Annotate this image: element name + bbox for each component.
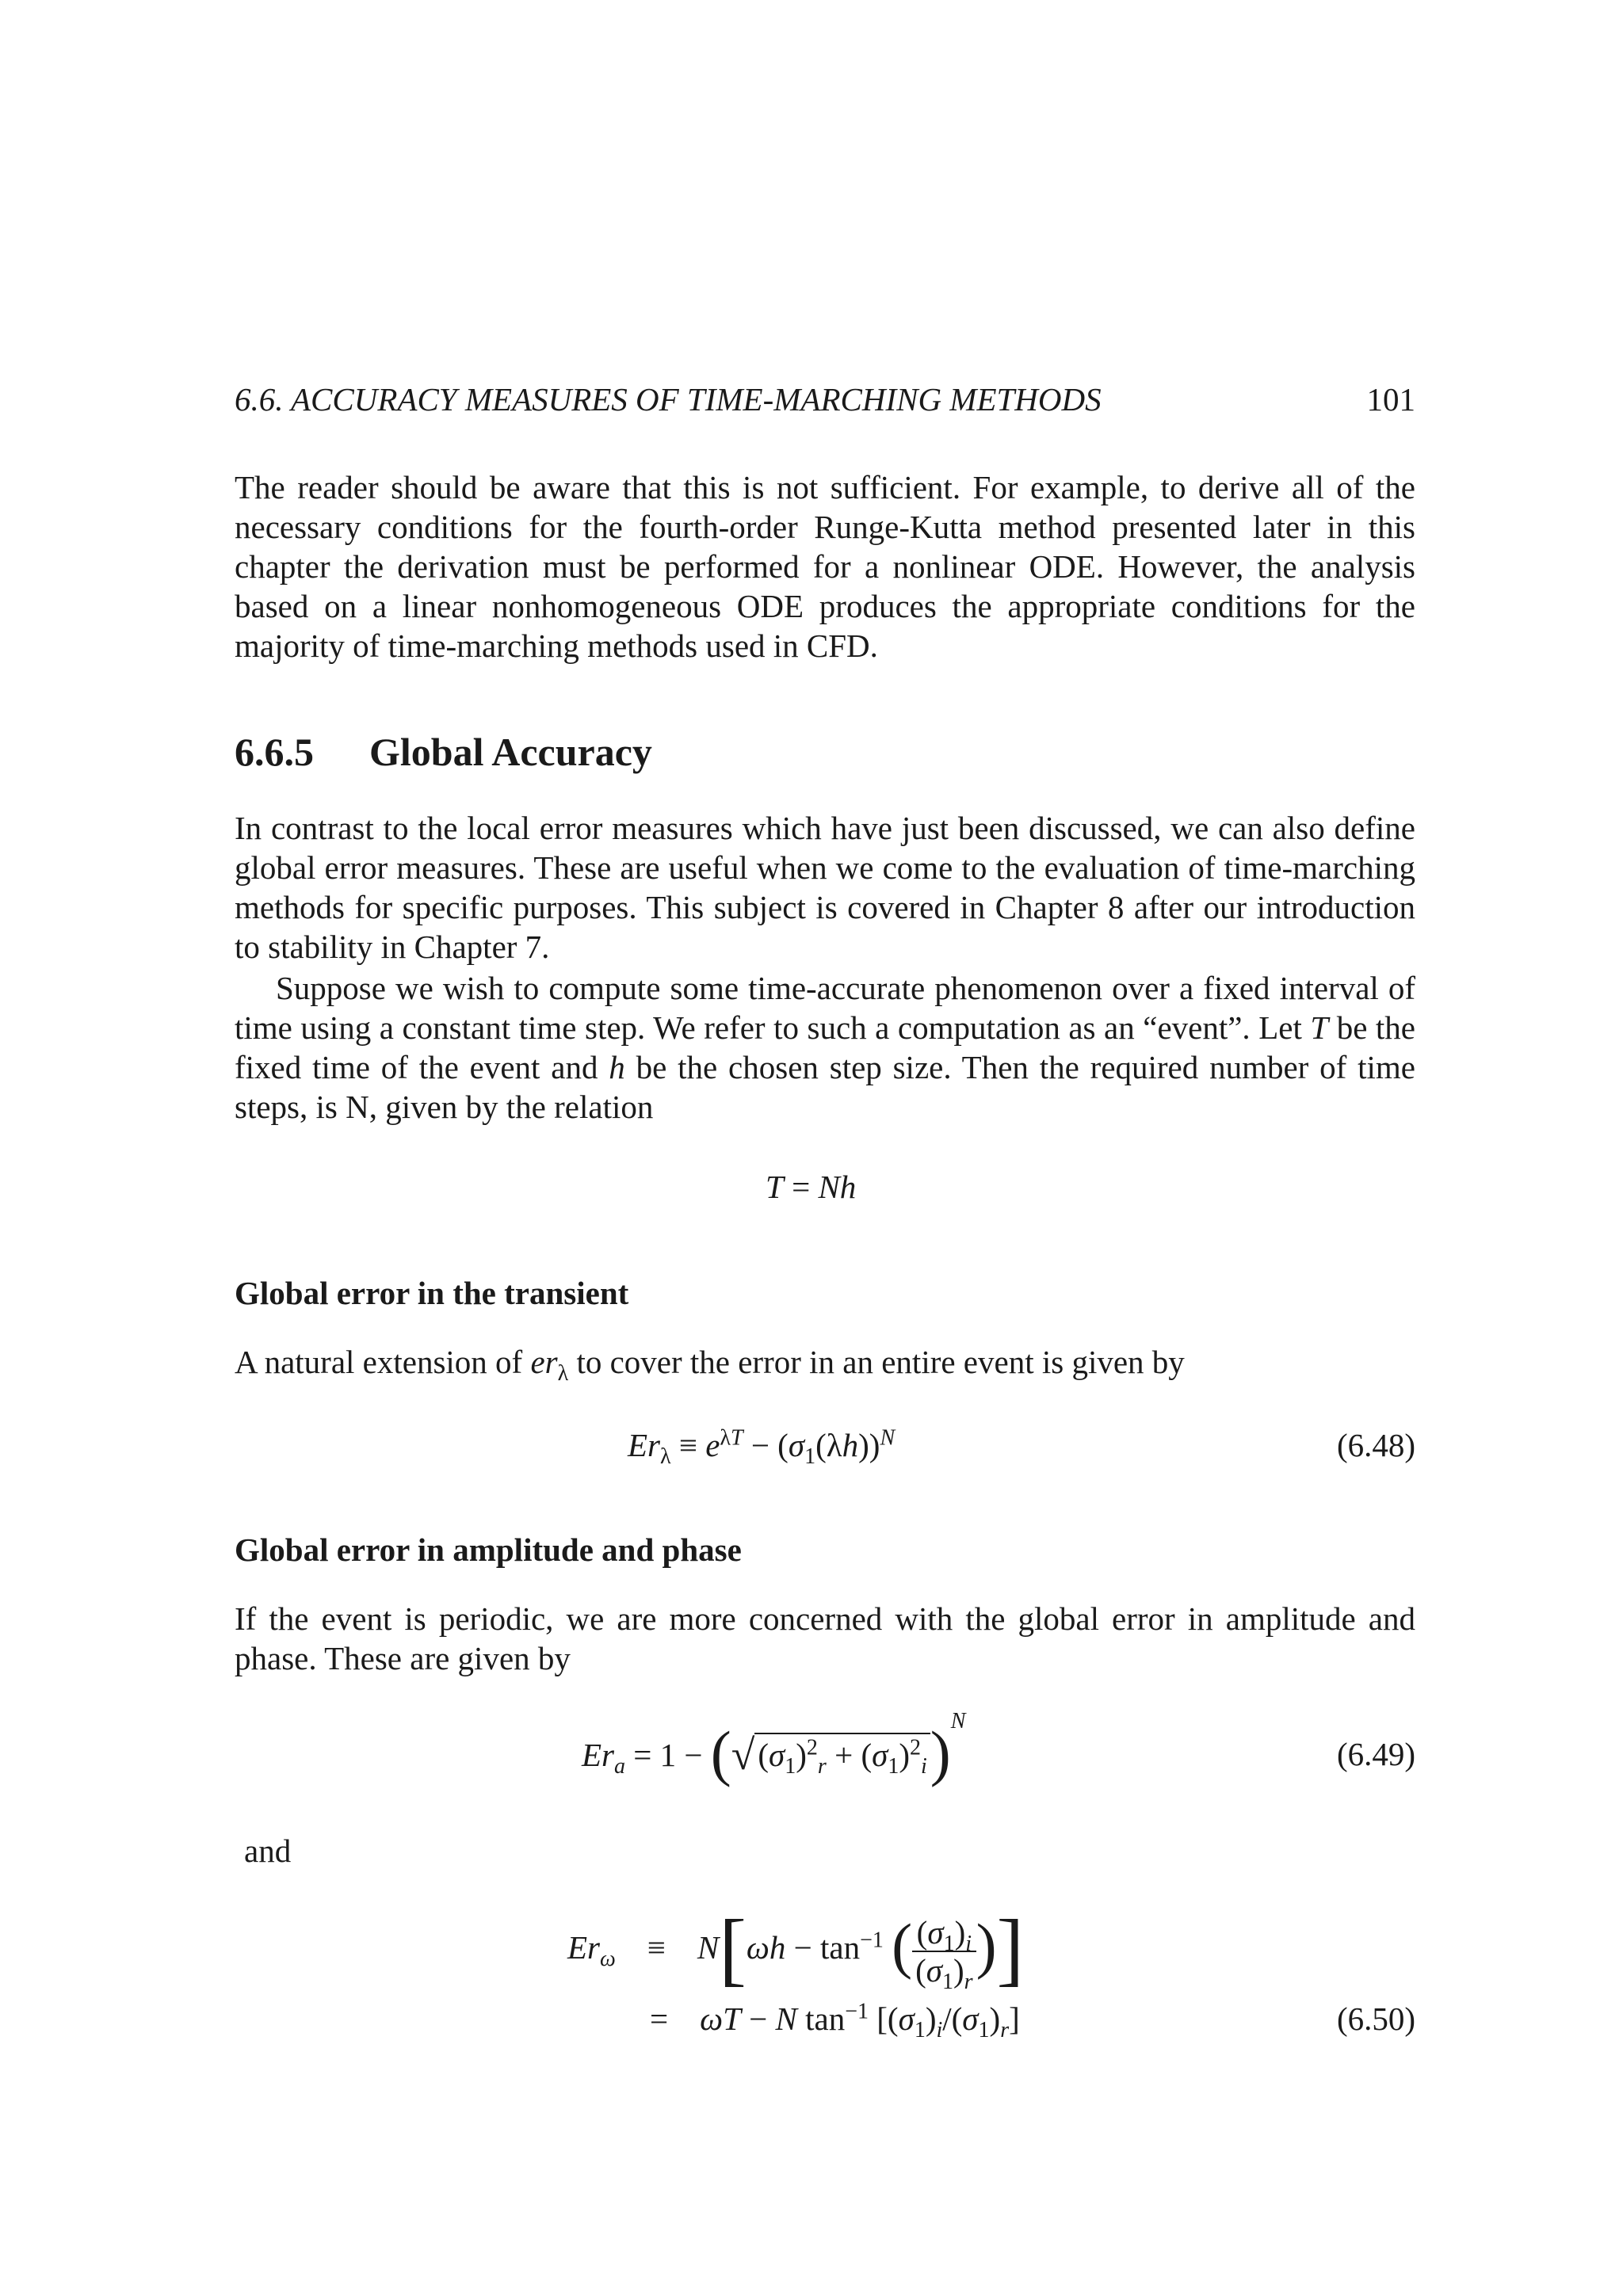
equation-number-6-49: (6.49) [1336,1736,1415,1772]
equation-6-49: $Er_a = 1 - (√(\sigma_1)^2_r + (\sigma_1)^2_i)^N$ [582,1709,966,1787]
section-title: Global Accuracy [369,730,652,774]
equation-T-Nh: T = Nh [766,1169,857,1205]
page-number: 101 [1366,381,1415,418]
paragraph-text: A natural extension of [235,1344,531,1380]
paragraph-event [235,968,1415,1127]
word-and: and [244,1833,292,1869]
paragraph-text: be the fixed time of the event and [235,1009,1415,1085]
equation-6-50-line-2: = ωT − N $\tan^{-1} [(\sigma_1)_i/(\sigma_1)_r]$ [650,1999,1020,2043]
section-heading [235,729,652,775]
paragraph-text: be the chosen step size. Then the required number of time steps, is N, given by the relation [235,1049,1416,1125]
running-title: 6.6. ACCURACY MEASURES OF TIME-MARCHING METHODS [235,381,1102,418]
subsection-title-amplitude-phase: Global error in amplitude and phase [235,1531,742,1568]
page [235,0,1415,2296]
section-number: 6.6.5 [235,730,314,774]
variable-h: h [609,1049,625,1085]
equation-6-48: $Er_\lambda \equiv e^{\lambda T} - (\sigma_1(\lambda h))^N$ [628,1425,896,1470]
running-header [235,380,1415,428]
paragraph-global-measures: In contrast to the local error measures which have just been discussed, we can also define global error measures. These are useful when we come to the evaluation of time-marching methods for specific purposes. This subject is covered in Chapter 8 after our introduction to stability in Chapter 7. [235,810,1415,965]
variable-T: T [1310,1009,1329,1046]
subsection-title-transient: Global error in the transient [235,1275,629,1311]
equation-number-6-48: (6.48) [1336,1427,1415,1463]
paragraph-text: to cover the error in an entire event is given by [568,1344,1185,1380]
intro-paragraph: The reader should be aware that this is not sufficient. For example, to derive all of the necessary conditions for the fourth-order Runge-Kutta method presented later in this chapter the derivation must be performed for a nonlinear ODE. However, the analysis based on a linear nonhomogeneous ODE produces the appropriate conditions for the majority of time-marching methods used in CFD. [235,469,1415,664]
equation-number-6-50: (6.50) [1336,2000,1415,2037]
paragraph-amplitude-phase: If the event is periodic, we are more concerned with the global error in amplitude and phase. These are given by [235,1600,1415,1676]
equation-6-50-line-1: $Er_\omega \equiv N[\omega h - \tan^{-1}$ ( $\frac{(\sigma_1)_i}{(\sigma_1)_r}$ )] [567,1903,1025,1994]
paragraph-transient: A natural extension of $er_\lambda$ to cover the error in an entire event is given by [235,1344,1185,1386]
paragraph-text: Suppose we wish to compute some time-accurate phenomenon over a fixed interval of time using a constant time step. We refer to such a computation as an “event”. Let [235,970,1415,1046]
